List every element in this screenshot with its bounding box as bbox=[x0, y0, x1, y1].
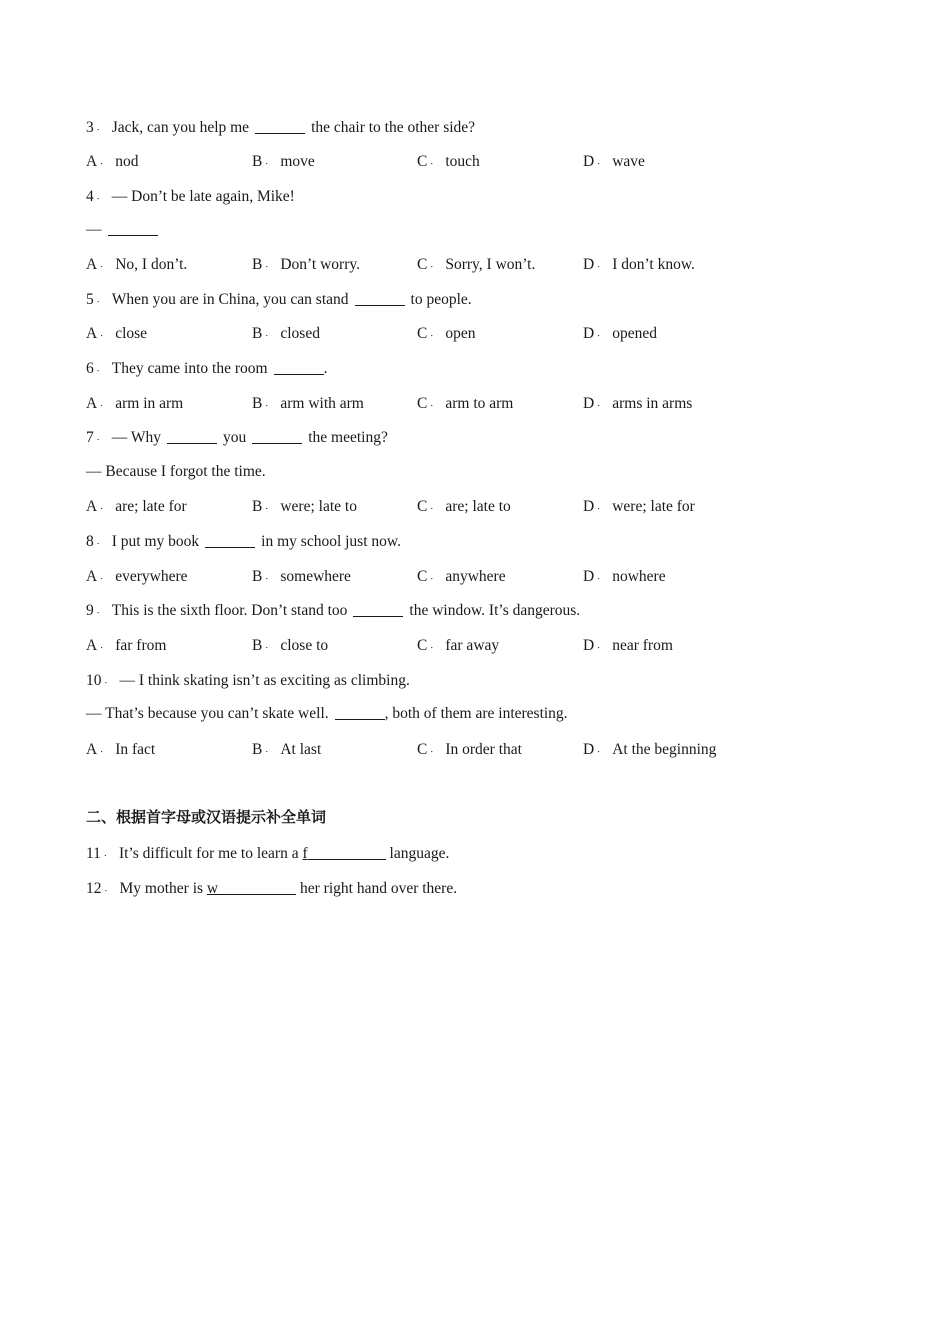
answer-blank bbox=[252, 429, 302, 444]
options-4 bbox=[86, 254, 786, 274]
option-a[interactable]: A ． No, I don’t. bbox=[86, 256, 188, 273]
first-letter-hint: f bbox=[302, 845, 308, 862]
question-7-response: — Because I forgot the time. bbox=[86, 463, 266, 480]
option-d[interactable]: D ． At the beginning bbox=[583, 741, 717, 758]
option-a[interactable]: A ． are; late for bbox=[86, 498, 187, 515]
question-number: 9 bbox=[86, 602, 94, 619]
question-number: 11 bbox=[86, 845, 101, 862]
option-d[interactable]: D ． wave bbox=[583, 153, 645, 170]
question-text: — Don’t be late again, Mike! bbox=[111, 188, 295, 205]
options-6 bbox=[86, 393, 786, 413]
question-text: the chair to the other side? bbox=[311, 119, 476, 136]
answer-blank bbox=[167, 429, 217, 444]
question-4: 4 ． — Don’t be late again, Mike! bbox=[86, 188, 295, 205]
option-d[interactable]: D ． were; late for bbox=[583, 498, 695, 515]
option-a[interactable]: A ． everywhere bbox=[86, 568, 188, 585]
option-b[interactable]: B ． At last bbox=[252, 741, 322, 758]
option-d[interactable]: D ． arms in arms bbox=[583, 395, 693, 412]
option-a[interactable]: A ． arm in arm bbox=[86, 395, 184, 412]
question-number: 5 bbox=[86, 291, 94, 308]
option-c[interactable]: C ． open bbox=[417, 325, 476, 342]
answer-blank bbox=[353, 602, 403, 617]
option-a[interactable]: A ． close bbox=[86, 325, 148, 342]
options-8 bbox=[86, 566, 786, 586]
option-c[interactable]: C ． In order that bbox=[417, 741, 522, 758]
question-number: 6 bbox=[86, 360, 94, 377]
option-b[interactable]: B ． were; late to bbox=[252, 498, 357, 515]
question-4-response: — bbox=[86, 220, 164, 240]
options-3 bbox=[86, 151, 786, 171]
section-2-title: 二、根据首字母或汉语提示补全单词 bbox=[86, 808, 327, 826]
option-b[interactable]: B ． Don’t worry. bbox=[252, 256, 361, 273]
question-12: 12 ． My mother is w her right hand over there. bbox=[86, 880, 458, 897]
option-b[interactable]: B ． closed bbox=[252, 325, 320, 342]
option-d[interactable]: D ． near from bbox=[583, 637, 673, 654]
option-c[interactable]: C ． Sorry, I won’t. bbox=[417, 256, 536, 273]
option-b[interactable]: B ． somewhere bbox=[252, 568, 351, 585]
answer-blank bbox=[355, 291, 405, 306]
question-9: 9 ． This is the sixth floor. Don’t stand too the window. It’s dangerous. bbox=[86, 602, 581, 619]
answer-blank[interactable] bbox=[308, 845, 386, 860]
question-number: 3 bbox=[86, 119, 94, 136]
options-5 bbox=[86, 323, 786, 343]
options-10 bbox=[86, 739, 786, 759]
question-text: Jack, can you help me bbox=[111, 119, 250, 136]
option-b[interactable]: B ． arm with arm bbox=[252, 395, 364, 412]
question-number: 7 bbox=[86, 429, 94, 446]
option-a[interactable]: A ． far from bbox=[86, 637, 167, 654]
answer-blank[interactable] bbox=[218, 880, 296, 895]
option-c[interactable]: C ． are; late to bbox=[417, 498, 511, 515]
option-d[interactable]: D ． nowhere bbox=[583, 568, 666, 585]
question-11: 11 ． It’s difficult for me to learn a f language. bbox=[86, 845, 450, 862]
option-d[interactable]: D ． opened bbox=[583, 325, 657, 342]
question-10: 10 ． — I think skating isn’t as exciting as climbing. bbox=[86, 672, 410, 689]
question-number: 4 bbox=[86, 188, 94, 205]
question-8: 8 ． I put my book in my school just now. bbox=[86, 533, 401, 550]
option-c[interactable]: C ． anywhere bbox=[417, 568, 506, 585]
options-9 bbox=[86, 635, 786, 655]
question-number: 8 bbox=[86, 533, 94, 550]
option-d[interactable]: D ． I don’t know. bbox=[583, 256, 695, 273]
option-b[interactable]: B ． close to bbox=[252, 637, 329, 654]
question-7: 7 ． — Why you the meeting? bbox=[86, 429, 388, 446]
option-a[interactable]: A ． In fact bbox=[86, 741, 156, 758]
answer-blank bbox=[335, 705, 385, 720]
question-3: 3 ． Jack, can you help me the chair to the other side? bbox=[86, 119, 476, 136]
first-letter-hint: w bbox=[206, 880, 219, 897]
question-number: 12 bbox=[86, 880, 102, 897]
option-c[interactable]: C ． touch bbox=[417, 153, 480, 170]
answer-blank bbox=[274, 360, 324, 375]
answer-blank bbox=[108, 221, 158, 236]
answer-blank bbox=[205, 533, 255, 548]
option-c[interactable]: C ． arm to arm bbox=[417, 395, 514, 412]
option-b[interactable]: B ． move bbox=[252, 153, 315, 170]
option-a[interactable]: A ． nod bbox=[86, 153, 139, 170]
question-10-response: — That’s because you can’t skate well. , both of them are interesting. bbox=[86, 705, 568, 722]
options-7 bbox=[86, 496, 786, 516]
question-5: 5 ． When you are in China, you can stand to people. bbox=[86, 291, 472, 308]
question-number: 10 bbox=[86, 672, 102, 689]
option-c[interactable]: C ． far away bbox=[417, 637, 500, 654]
question-6: 6 ． They came into the room . bbox=[86, 360, 328, 377]
answer-blank bbox=[255, 119, 305, 134]
